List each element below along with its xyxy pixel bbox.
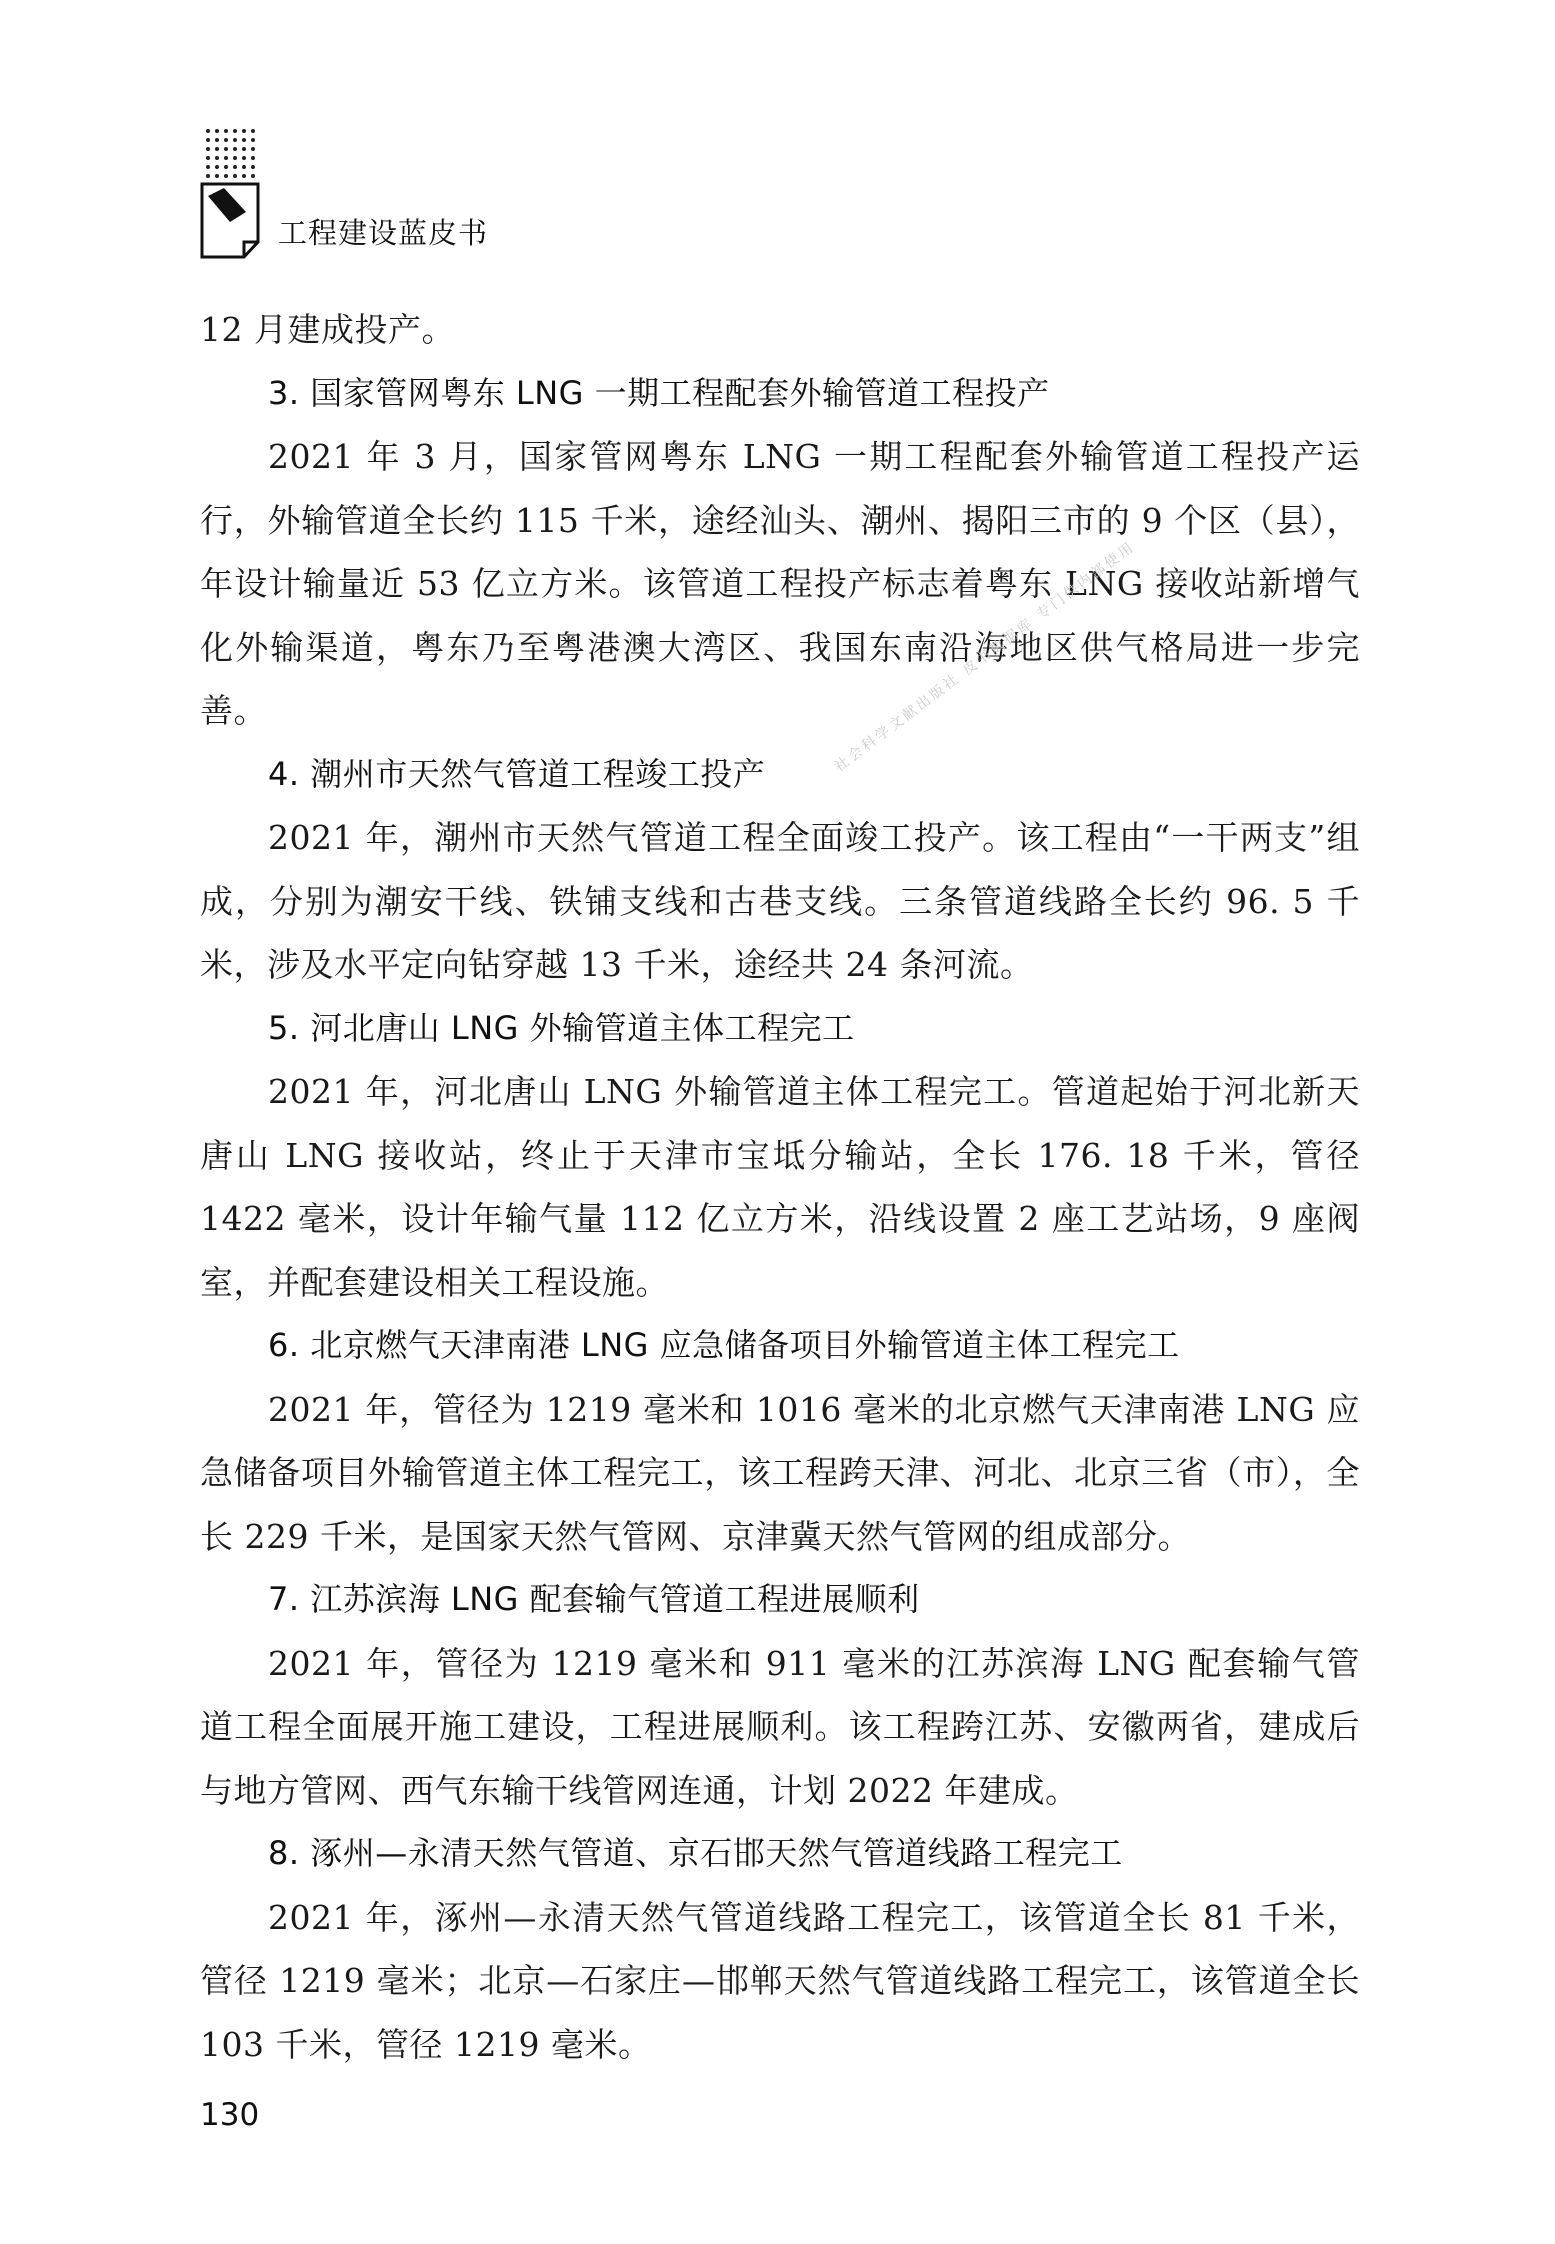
book-title: 工程建设蓝皮书 xyxy=(278,216,489,250)
book-corner-icon xyxy=(200,182,262,259)
section-heading-6: 6. 北京燃气天津南港 LNG 应急储备项目外输管道主体工程完工 xyxy=(268,1326,1180,1364)
paragraph-4: 2021 年，潮州市天然气管道工程全面竣工投产。该工程由“一干两支”组成，分别为潮安干线、铁铺支线和古巷支线。三条管道线路全长约 96. 5 千米，涉及水平定向钻穿越 13 千米，途经共 24 条河流。 xyxy=(200,818,1360,984)
dot-grid-decoration xyxy=(206,129,258,179)
running-header xyxy=(200,125,600,265)
paragraph-7: 2021 年，管径为 1219 毫米和 911 毫米的江苏滨海 LNG 配套输气管道工程全面展开施工建设，工程进展顺利。该工程跨江苏、安徽两省，建成后与地方管网、西气东输干线管网连通，计划 2022 年建成。 xyxy=(200,1643,1360,1810)
watermark: 社会科学文献出版社 皮书数据库 专门供内部使用 xyxy=(831,538,1139,776)
section-heading-8: 8. 涿州—永清天然气管道、京石邯天然气管道线路工程完工 xyxy=(268,1834,1123,1872)
section-heading-3: 3. 国家管网粤东 LNG 一期工程配套外输管道工程投产 xyxy=(268,373,1050,412)
paragraph-6: 2021 年，管径为 1219 毫米和 1016 毫米的北京燃气天津南港 LNG 应急储备项目外输管道主体工程完工，该工程跨天津、河北、北京三省（市），全长 229 千米，是国家天然气管网、京津冀天然气管网的组成部分。 xyxy=(200,1389,1360,1556)
paragraph-continued: 12 月建成投产。 xyxy=(200,310,455,349)
paragraph-5: 2021 年，河北唐山 LNG 外输管道主体工程完工。管道起始于河北新天唐山 LNG 接收站，终止于天津市宝坻分输站，全长 176. 18 千米，管径 1422 毫米，设计年输气量 112 亿立方米，沿线设置 2 座工艺站场，9 座阀室，并配套建设相关工程设施。 xyxy=(200,1072,1360,1302)
paragraph-8: 2021 年，涿州—永清天然气管道线路工程完工，该管道全长 81 千米，管径 1219 毫米；北京—石家庄—邯郸天然气管道线路工程完工，该管道全长 103 千米，管径 1219 毫米。 xyxy=(200,1897,1360,2064)
paragraph-3: 2021 年 3 月，国家管网粤东 LNG 一期工程配套外输管道工程投产运行，外输管道全长约 115 千米，途经汕头、潮州、揭阳三市的 9 个区（县），年设计输量近 53 亿立方米。该管道工程投产标志着粤东 LNG 接收站新增气化外输渠道，粤东乃至粤港澳大湾区、我国东南沿海地区供气格局进一步完善。 xyxy=(200,437,1360,730)
section-heading-5: 5. 河北唐山 LNG 外输管道主体工程完工 xyxy=(268,1008,855,1047)
section-heading-7: 7. 江苏滨海 LNG 配套输气管道工程进展顺利 xyxy=(268,1580,920,1618)
page-number: 130 xyxy=(200,2097,260,2133)
section-heading-4: 4. 潮州市天然气管道工程竣工投产 xyxy=(268,754,766,793)
page-body xyxy=(200,298,1360,2076)
